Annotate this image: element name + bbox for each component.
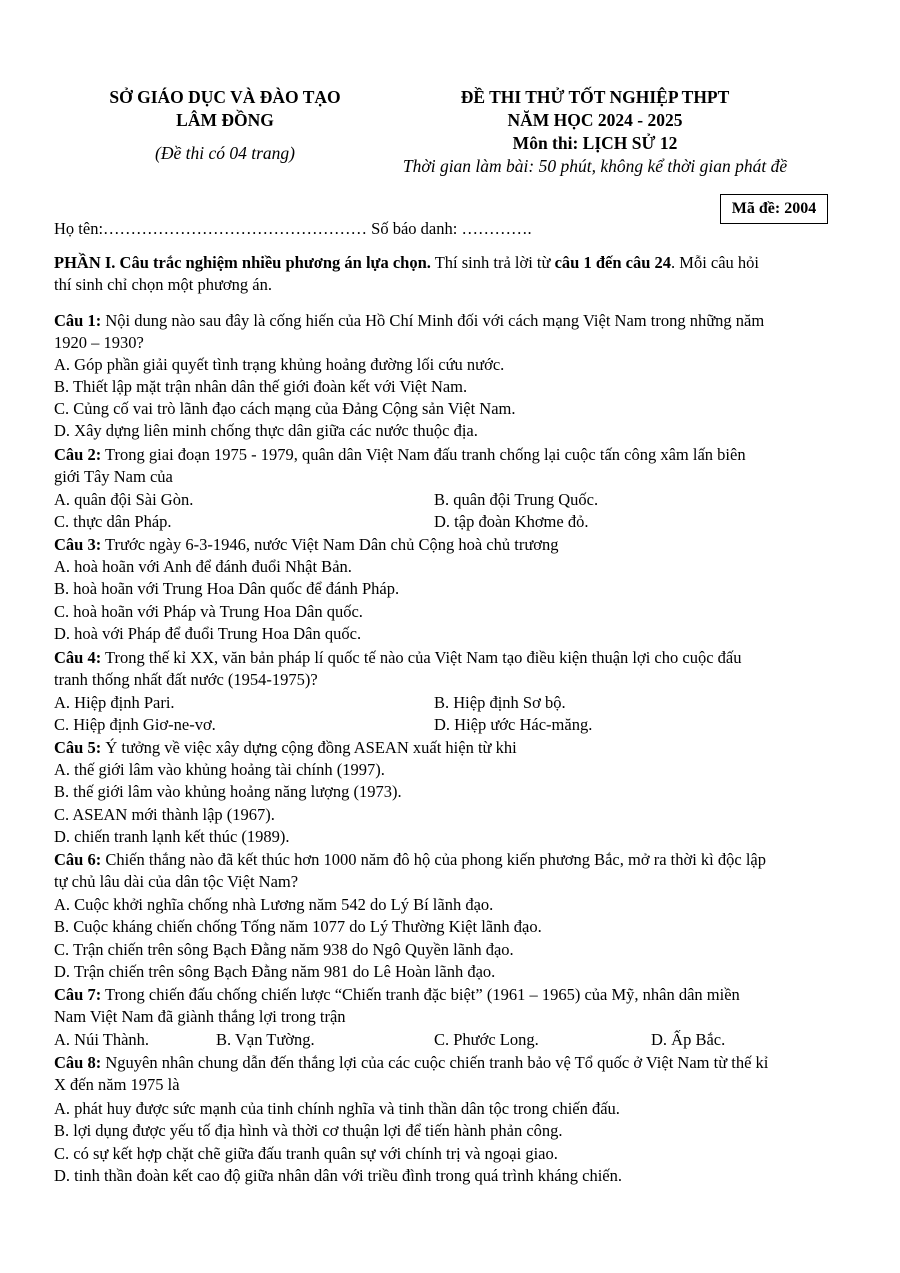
answer-option: B. hoà hoãn với Trung Hoa Dân quốc để đánh Pháp.	[54, 579, 400, 598]
question-stem	[54, 534, 559, 556]
header-right	[370, 86, 820, 178]
subject: Môn thi: LỊCH SỬ 12	[512, 133, 678, 153]
question-stem	[54, 444, 746, 466]
answer-option: A. phát huy được sức mạnh của tinh chính nghĩa và tinh thần dân tộc trong chiến đấu.	[54, 1099, 620, 1118]
answer-option: A. Núi Thành.	[54, 1030, 150, 1049]
answer-option: A. quân đội Sài Gòn.	[54, 490, 194, 509]
question-stem-cont: 1920 – 1930?	[54, 333, 144, 352]
question-text: Trong chiến đấu chống chiến lược “Chiến tranh đặc biệt” (1961 – 1965) của Mỹ, nhân dân miền	[101, 985, 740, 1004]
answer-option: B. Vạn Tường.	[216, 1030, 315, 1049]
department-name: SỞ GIÁO DỤC VÀ ĐÀO TẠO	[109, 87, 341, 107]
answer-option: C. có sự kết hợp chặt chẽ giữa đấu tranh quân sự với chính trị và ngoại giao.	[54, 1144, 558, 1163]
question-stem	[54, 737, 517, 759]
question-label: Câu 6:	[54, 850, 102, 869]
question-label: Câu 7:	[54, 985, 102, 1004]
answer-option: D. Trận chiến trên sông Bạch Đằng năm 981 do Lê Hoàn lãnh đạo.	[54, 962, 496, 981]
page-count-note: (Đề thi có 04 trang)	[155, 143, 295, 163]
question-label: Câu 1:	[54, 311, 102, 330]
answer-option: B. lợi dụng được yếu tố địa hình và thời cơ thuận lợi để tiến hành phản công.	[54, 1121, 563, 1140]
answer-option: D. tập đoàn Khơme đỏ.	[434, 512, 589, 531]
answer-option: B. Hiệp định Sơ bộ.	[434, 693, 566, 712]
part1-instr-line2: thí sinh chỉ chọn một phương án.	[54, 275, 272, 294]
answer-option: B. Thiết lập mặt trận nhân dân thế giới đoàn kết với Việt Nam.	[54, 377, 468, 396]
question-text: Nội dung nào sau đây là cống hiến của Hồ Chí Minh đối với cách mạng Việt Nam trong những năm	[101, 311, 765, 330]
name-line: Họ tên:………………………………………… Số báo danh: ………….	[54, 219, 532, 238]
part1-instr-b: câu 1 đến câu 24	[554, 253, 672, 272]
answer-option: D. Ấp Bắc.	[651, 1030, 726, 1049]
answer-option: C. Củng cố vai trò lãnh đạo cách mạng của Đảng Cộng sản Việt Nam.	[54, 399, 516, 418]
part1-title: PHẦN I	[54, 253, 112, 272]
province-name: LÂM ĐỒNG	[176, 110, 274, 130]
answer-option: C. hoà hoãn với Pháp và Trung Hoa Dân quốc.	[54, 602, 363, 621]
question-label: Câu 2:	[54, 445, 102, 464]
answer-option: A. hoà hoãn với Anh để đánh đuổi Nhật Bản.	[54, 557, 352, 576]
answer-option: B. quân đội Trung Quốc.	[434, 490, 599, 509]
header-left	[40, 86, 410, 165]
question-stem	[54, 310, 764, 332]
school-year: NĂM HỌC 2024 - 2025	[507, 110, 683, 130]
part1-instr-c: . Mỗi câu hỏi	[671, 253, 760, 272]
question-stem-cont: tranh thống nhất đất nước (1954-1975)?	[54, 670, 318, 689]
question-stem-cont: Nam Việt Nam đã giành thắng lợi trong trận	[54, 1007, 346, 1026]
question-stem-cont: giới Tây Nam của	[54, 467, 173, 486]
exam-title: ĐỀ THI THỬ TỐT NGHIỆP THPT	[460, 87, 730, 107]
question-stem	[54, 1052, 768, 1074]
answer-option: D. Xây dựng liên minh chống thực dân giữa các nước thuộc địa.	[54, 421, 478, 440]
question-text: Chiến thắng nào đã kết thúc hơn 1000 năm đô hộ của phong kiến phương Bắc, mở ra thời kì độc lập	[101, 850, 766, 869]
question-label: Câu 4:	[54, 648, 102, 667]
question-label: Câu 5:	[54, 738, 102, 757]
answer-option: D. hoà với Pháp để đuổi Trung Hoa Dân quốc.	[54, 624, 362, 643]
question-text: Trong thế kỉ XX, văn bản pháp lí quốc tế nào của Việt Nam tạo điều kiện thuận lợi cho cuộc đấu	[101, 648, 742, 667]
question-stem	[54, 647, 741, 669]
question-stem	[54, 849, 766, 871]
question-label: Câu 3:	[54, 535, 102, 554]
answer-option: C. ASEAN mới thành lập (1967).	[54, 805, 275, 824]
question-text: Trong giai đoạn 1975 - 1979, quân dân Việt Nam đấu tranh chống lại cuộc tấn công xâm lấn biên	[101, 445, 746, 464]
answer-option: A. thế giới lâm vào khủng hoảng tài chính (1997).	[54, 760, 385, 779]
answer-option: A. Góp phần giải quyết tình trạng khủng hoảng đường lối cứu nước.	[54, 355, 505, 374]
question-text: Nguyên nhân chung dẫn đến thắng lợi của các cuộc chiến tranh bảo vệ Tổ quốc ở Việt Nam từ thế kỉ	[101, 1053, 769, 1072]
answer-option: A. Cuộc khởi nghĩa chống nhà Lương năm 542 do Lý Bí lãnh đạo.	[54, 895, 494, 914]
question-text: Trước ngày 6-3-1946, nước Việt Nam Dân chủ Cộng hoà chủ trương	[101, 535, 559, 554]
answer-option: C. Phước Long.	[434, 1030, 539, 1049]
answer-option: D. tinh thần đoàn kết cao độ giữa nhân dân với triều đình trong quá trình kháng chiến.	[54, 1166, 622, 1185]
answer-option: D. Hiệp ước Hác-măng.	[434, 715, 593, 734]
answer-option: C. Trận chiến trên sông Bạch Đằng năm 938 do Ngô Quyền lãnh đạo.	[54, 940, 514, 959]
part1-heading	[54, 252, 759, 274]
time-note: Thời gian làm bài: 50 phút, không kể thời gian phát đề	[402, 156, 788, 176]
part1-title-rest: . Câu trắc nghiệm nhiều phương án lựa chọn.	[111, 253, 431, 272]
answer-option: C. thực dân Pháp.	[54, 512, 172, 531]
part1-instr-a: Thí sinh trả lời từ	[430, 253, 555, 272]
question-text: Ý tưởng về việc xây dựng cộng đồng ASEAN xuất hiện từ khi	[101, 738, 517, 757]
question-label: Câu 8:	[54, 1053, 102, 1072]
question-stem-cont: X đến năm 1975 là	[54, 1075, 180, 1094]
answer-option: C. Hiệp định Giơ-ne-vơ.	[54, 715, 216, 734]
exam-code-box: Mã đề: 2004	[720, 194, 828, 224]
answer-option: B. Cuộc kháng chiến chống Tống năm 1077 do Lý Thường Kiệt lãnh đạo.	[54, 917, 542, 936]
answer-option: D. chiến tranh lạnh kết thúc (1989).	[54, 827, 290, 846]
answer-option: B. thế giới lâm vào khủng hoảng năng lượng (1973).	[54, 782, 402, 801]
answer-option: A. Hiệp định Pari.	[54, 693, 175, 712]
question-stem	[54, 984, 740, 1006]
question-stem-cont: tự chủ lâu dài của dân tộc Việt Nam?	[54, 872, 299, 891]
